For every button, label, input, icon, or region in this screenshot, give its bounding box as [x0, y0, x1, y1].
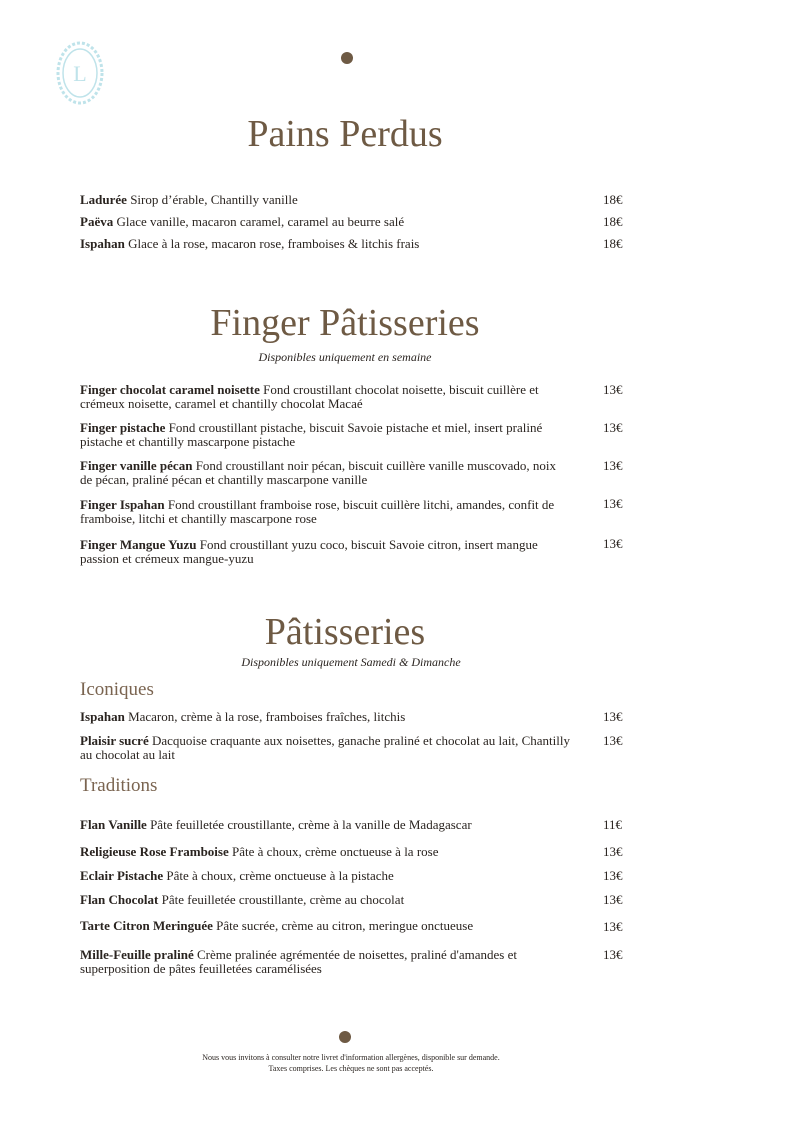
item-price: 18€ — [603, 214, 623, 229]
top-dot-ornament — [341, 52, 353, 64]
menu-item — [80, 869, 570, 883]
menu-item — [80, 845, 570, 859]
item-name: Paëva — [80, 214, 114, 229]
item-desc: Macaron, crème à la rose, framboises fraîches, litchis — [128, 709, 406, 724]
item-price: 13€ — [603, 458, 623, 473]
menu-item — [80, 818, 570, 832]
menu-item — [80, 498, 570, 526]
section-title-finger: Finger Pâtisseries — [210, 302, 480, 344]
item-name: Ladurée — [80, 192, 127, 207]
item-desc: Fond croustillant chocolat noisette, biscuit cuillère et crémeux noisette, caramel et chantilly chocolat Macaé — [80, 382, 539, 411]
item-price: 18€ — [603, 236, 623, 251]
subheading-traditions: Traditions — [80, 775, 158, 796]
item-name: Religieuse Rose Framboise — [80, 844, 229, 859]
menu-item — [80, 193, 570, 207]
item-name: Flan Chocolat — [80, 892, 159, 907]
menu-item — [80, 538, 570, 566]
item-price: 13€ — [603, 496, 623, 511]
subheading-iconiques: Iconiques — [80, 679, 154, 700]
item-price: 13€ — [603, 709, 623, 724]
item-price: 13€ — [603, 892, 623, 907]
item-desc: Pâte sucrée, crème au citron, meringue onctueuse — [216, 918, 474, 933]
item-name: Ispahan — [80, 236, 125, 251]
item-desc: Fond croustillant yuzu coco, biscuit Savoie citron, insert mangue passion et crémeux mangue-yuzu — [80, 537, 538, 566]
item-name: Plaisir sucré — [80, 733, 149, 748]
menu-item — [80, 919, 570, 933]
item-desc: Crème pralinée agrémentée de noisettes, praliné d'amandes et superposition de pâtes feuilletées caramélisées — [80, 947, 517, 976]
item-desc: Fond croustillant noir pécan, biscuit cuillère vanille muscovado, noix de pécan, praliné pécan et chantilly mascarpone vanille — [80, 458, 556, 487]
item-price: 11€ — [603, 817, 623, 832]
item-desc: Dacquoise craquante aux noisettes, ganache praliné et chocolat au lait, Chantilly au chocolat au lait — [80, 733, 570, 762]
section-title-pains-perdus: Pains Perdus — [247, 113, 443, 155]
item-price: 13€ — [603, 868, 623, 883]
menu-item — [80, 421, 570, 449]
item-desc: Fond croustillant pistache, biscuit Savoie pistache et miel, insert praliné pistache et chantilly mascarpone pistache — [80, 420, 543, 449]
laduree-logo — [54, 38, 106, 108]
item-price: 13€ — [603, 919, 623, 934]
section-subtitle-patisseries: Disponibles uniquement Samedi & Dimanche — [241, 655, 461, 669]
item-name: Finger chocolat caramel noisette — [80, 382, 260, 397]
item-name: Eclair Pistache — [80, 868, 164, 883]
item-price: 13€ — [603, 536, 623, 551]
item-desc: Pâte à choux, crème onctueuse à la rose — [232, 844, 439, 859]
item-desc: Sirop d’érable, Chantilly vanille — [130, 192, 298, 207]
footer-allergens: Nous vous invitons à consulter notre livret d'information allergènes, disponible sur demande. — [202, 1053, 500, 1062]
item-desc: Fond croustillant framboise rose, biscuit cuillère litchi, amandes, confit de framboise, litchi et chantilly mascarpone rose — [80, 497, 555, 526]
item-price: 13€ — [603, 733, 623, 748]
bottom-dot-ornament — [339, 1031, 351, 1043]
item-price: 13€ — [603, 844, 623, 859]
menu-item — [80, 734, 570, 762]
menu-item — [80, 383, 570, 411]
item-price: 13€ — [603, 947, 623, 962]
item-price: 18€ — [603, 192, 623, 207]
item-name: Finger pistache — [80, 420, 166, 435]
section-title-patisseries: Pâtisseries — [264, 611, 426, 653]
item-desc: Glace à la rose, macaron rose, framboises & litchis frais — [128, 236, 420, 251]
menu-item — [80, 948, 570, 976]
item-desc: Pâte à choux, crème onctueuse à la pistache — [166, 868, 394, 883]
menu-item — [80, 237, 570, 251]
item-name: Finger Ispahan — [80, 497, 165, 512]
item-desc: Pâte feuilletée croustillante, crème au chocolat — [161, 892, 405, 907]
item-name: Tarte Citron Meringuée — [80, 918, 213, 933]
item-desc: Pâte feuilletée croustillante, crème à la vanille de Madagascar — [150, 817, 472, 832]
menu-item — [80, 893, 570, 907]
item-name: Flan Vanille — [80, 817, 147, 832]
item-name: Finger Mangue Yuzu — [80, 537, 197, 552]
footer-taxes: Taxes comprises. Les chèques ne sont pas acceptés. — [268, 1064, 434, 1073]
menu-item — [80, 459, 570, 487]
item-price: 13€ — [603, 382, 623, 397]
menu-item — [80, 215, 570, 229]
item-price: 13€ — [603, 420, 623, 435]
item-name: Ispahan — [80, 709, 125, 724]
item-name: Mille-Feuille praliné — [80, 947, 194, 962]
section-subtitle-finger: Disponibles uniquement en semaine — [258, 350, 432, 364]
menu-item — [80, 710, 570, 724]
item-desc: Glace vanille, macaron caramel, caramel au beurre salé — [116, 214, 405, 229]
logo-letter: L — [73, 61, 87, 86]
item-name: Finger vanille pécan — [80, 458, 193, 473]
